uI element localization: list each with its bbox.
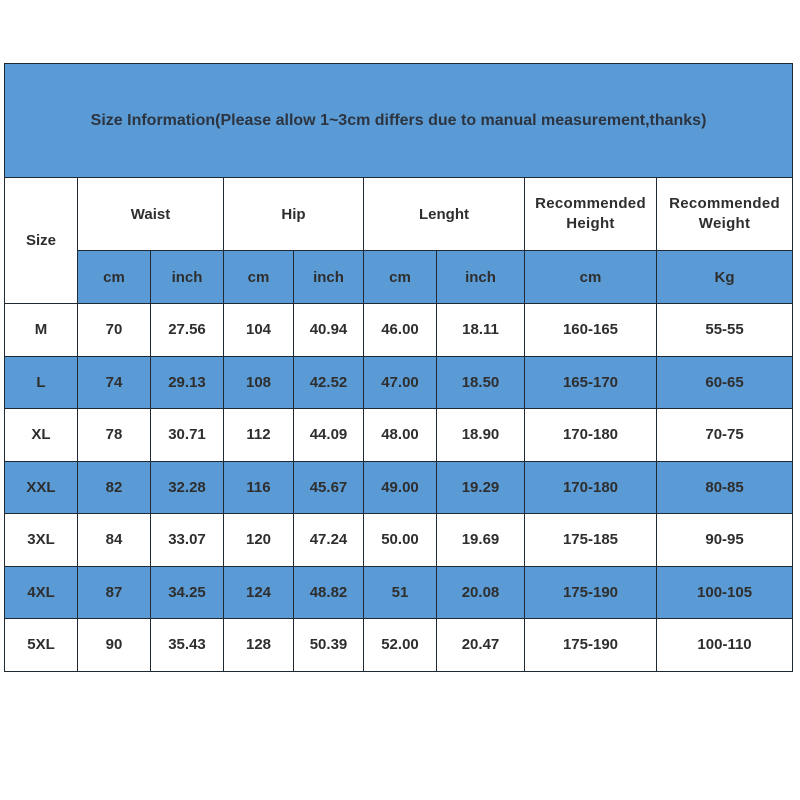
cell-hip-cm: 128 — [224, 619, 294, 672]
cell-waist-inch: 33.07 — [151, 514, 224, 567]
cell-waist-inch: 29.13 — [151, 356, 224, 409]
cell-length-cm: 49.00 — [364, 461, 437, 514]
size-chart-table — [4, 63, 793, 672]
cell-height-cm: 175-185 — [525, 514, 657, 567]
cell-length-inch: 19.29 — [437, 461, 525, 514]
cell-hip-inch: 50.39 — [294, 619, 364, 672]
cell-weight-kg: 70-75 — [657, 409, 793, 462]
unit-length-inch: inch — [437, 251, 525, 304]
cell-length-inch: 18.50 — [437, 356, 525, 409]
cell-length-cm: 48.00 — [364, 409, 437, 462]
rec-height-line1: Recommended — [535, 195, 646, 212]
header-waist: Waist — [78, 178, 224, 251]
rec-weight-line2: Weight — [698, 215, 751, 232]
cell-hip-inch: 42.52 — [294, 356, 364, 409]
cell-waist-cm: 78 — [78, 409, 151, 462]
cell-waist-inch: 27.56 — [151, 304, 224, 357]
cell-waist-cm: 82 — [78, 461, 151, 514]
table-title: Size Information(Please allow 1~3cm differs due to manual measurement,thanks) — [5, 64, 793, 178]
cell-hip-inch: 48.82 — [294, 566, 364, 619]
cell-size: L — [5, 356, 78, 409]
cell-hip-cm: 116 — [224, 461, 294, 514]
cell-waist-cm: 74 — [78, 356, 151, 409]
cell-size: 5XL — [5, 619, 78, 672]
cell-length-cm: 51 — [364, 566, 437, 619]
header-recommended-weight — [657, 178, 793, 251]
unit-height-cm: cm — [525, 251, 657, 304]
cell-weight-kg: 90-95 — [657, 514, 793, 567]
cell-length-inch: 18.90 — [437, 409, 525, 462]
cell-weight-kg: 100-105 — [657, 566, 793, 619]
cell-waist-cm: 90 — [78, 619, 151, 672]
cell-height-cm: 170-180 — [525, 461, 657, 514]
cell-waist-inch: 35.43 — [151, 619, 224, 672]
cell-length-cm: 47.00 — [364, 356, 437, 409]
cell-waist-inch: 30.71 — [151, 409, 224, 462]
header-size: Size — [5, 178, 78, 304]
cell-waist-cm: 87 — [78, 566, 151, 619]
unit-length-cm: cm — [364, 251, 437, 304]
cell-hip-cm: 112 — [224, 409, 294, 462]
cell-hip-inch: 40.94 — [294, 304, 364, 357]
table-row — [5, 356, 793, 409]
cell-height-cm: 170-180 — [525, 409, 657, 462]
table-row — [5, 304, 793, 357]
unit-weight-kg: Kg — [657, 251, 793, 304]
unit-waist-cm: cm — [78, 251, 151, 304]
cell-waist-inch: 34.25 — [151, 566, 224, 619]
header-hip: Hip — [224, 178, 364, 251]
unit-hip-cm: cm — [224, 251, 294, 304]
table-row — [5, 409, 793, 462]
cell-hip-cm: 108 — [224, 356, 294, 409]
cell-weight-kg: 60-65 — [657, 356, 793, 409]
cell-length-inch: 18.11 — [437, 304, 525, 357]
table-row — [5, 514, 793, 567]
cell-size: 4XL — [5, 566, 78, 619]
cell-size: XL — [5, 409, 78, 462]
cell-size: M — [5, 304, 78, 357]
cell-hip-inch: 47.24 — [294, 514, 364, 567]
table-row — [5, 566, 793, 619]
table-body — [5, 304, 793, 672]
cell-waist-cm: 84 — [78, 514, 151, 567]
cell-hip-cm: 120 — [224, 514, 294, 567]
cell-length-cm: 52.00 — [364, 619, 437, 672]
cell-height-cm: 160-165 — [525, 304, 657, 357]
cell-height-cm: 175-190 — [525, 619, 657, 672]
header-recommended-height — [525, 178, 657, 251]
table-row — [5, 619, 793, 672]
cell-hip-inch: 44.09 — [294, 409, 364, 462]
cell-weight-kg: 100-110 — [657, 619, 793, 672]
cell-waist-cm: 70 — [78, 304, 151, 357]
cell-weight-kg: 55-55 — [657, 304, 793, 357]
cell-length-inch: 20.47 — [437, 619, 525, 672]
cell-hip-cm: 104 — [224, 304, 294, 357]
table-row — [5, 461, 793, 514]
cell-length-inch: 19.69 — [437, 514, 525, 567]
cell-waist-inch: 32.28 — [151, 461, 224, 514]
cell-height-cm: 175-190 — [525, 566, 657, 619]
header-length: Lenght — [364, 178, 525, 251]
cell-height-cm: 165-170 — [525, 356, 657, 409]
cell-length-inch: 20.08 — [437, 566, 525, 619]
cell-length-cm: 50.00 — [364, 514, 437, 567]
unit-hip-inch: inch — [294, 251, 364, 304]
cell-length-cm: 46.00 — [364, 304, 437, 357]
cell-weight-kg: 80-85 — [657, 461, 793, 514]
cell-hip-inch: 45.67 — [294, 461, 364, 514]
rec-height-line2: Height — [566, 215, 615, 232]
cell-hip-cm: 124 — [224, 566, 294, 619]
rec-weight-line1: Recommended — [669, 195, 780, 212]
unit-waist-inch: inch — [151, 251, 224, 304]
cell-size: XXL — [5, 461, 78, 514]
cell-size: 3XL — [5, 514, 78, 567]
